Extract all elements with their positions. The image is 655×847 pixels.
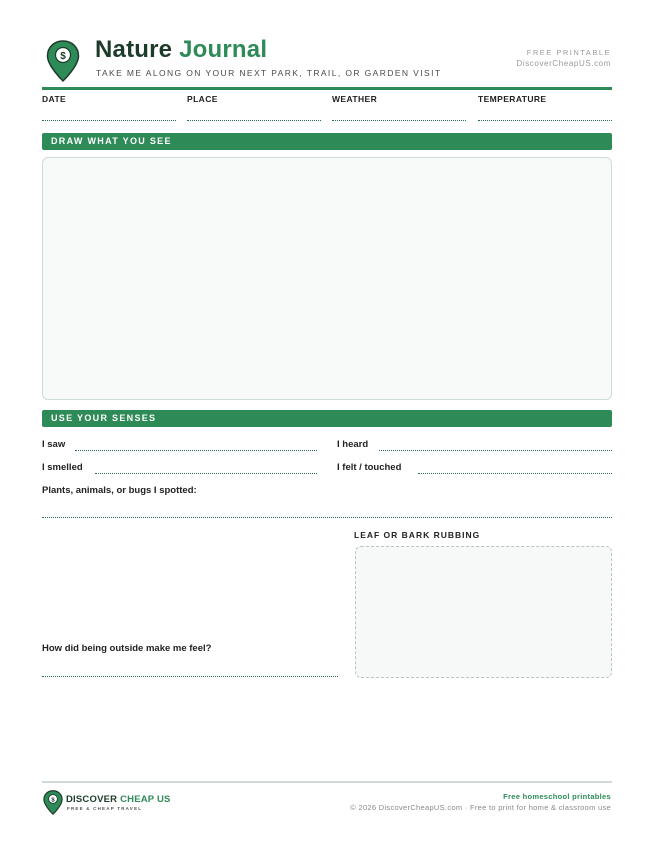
senses-section-header	[42, 410, 612, 427]
title-word-2: Journal	[179, 36, 268, 63]
leaf-rubbing-label: LEAF OR BARK RUBBING	[354, 530, 481, 540]
svg-text:$: $	[60, 51, 66, 62]
title-word-1: Nature	[95, 36, 173, 63]
spotted-label: Plants, animals, or bugs I spotted:	[42, 485, 197, 496]
feel-line[interactable]	[42, 676, 338, 677]
temperature-line[interactable]	[478, 120, 612, 121]
place-label: PLACE	[187, 94, 218, 104]
spotted-line[interactable]	[42, 517, 612, 518]
i-heard-line[interactable]	[379, 450, 612, 451]
i-smelled-line[interactable]	[95, 473, 317, 474]
date-label: DATE	[42, 94, 67, 104]
footer-logo-pin-icon	[43, 790, 63, 815]
place-line[interactable]	[187, 120, 321, 121]
draw-section-header	[42, 133, 612, 150]
weather-label: WEATHER	[332, 94, 378, 104]
footer-copyright: © 2026 DiscoverCheapUS.com · Free to print for home & classroom use	[350, 803, 611, 812]
svg-text:$: $	[51, 797, 55, 804]
footer-brand-word-1: DISCOVER	[66, 794, 118, 805]
senses-section-title: USE YOUR SENSES	[51, 413, 157, 423]
i-saw-line[interactable]	[75, 450, 317, 451]
draw-section-title: DRAW WHAT YOU SEE	[51, 136, 172, 146]
footer-brand-tagline: FREE & CHEAP TRAVEL	[67, 806, 143, 811]
free-printable-tag: FREE PRINTABLE	[526, 48, 611, 57]
footer-brand-word-2: CHEAP US	[120, 794, 171, 805]
footer-brand	[66, 794, 171, 805]
i-felt-line[interactable]	[418, 473, 612, 474]
logo-pin-icon	[46, 40, 80, 82]
site-url: DiscoverCheapUS.com	[516, 59, 611, 68]
page-title	[95, 36, 267, 64]
i-felt-label: I felt / touched	[337, 462, 402, 473]
i-smelled-label: I smelled	[42, 462, 83, 473]
leaf-rubbing-area[interactable]	[355, 546, 612, 678]
page-subtitle: TAKE ME ALONG ON YOUR NEXT PARK, TRAIL, OR GARDEN VISIT	[96, 68, 442, 78]
weather-line[interactable]	[332, 120, 466, 121]
footer-promo: Free homeschool printables	[503, 792, 611, 801]
header-divider	[42, 87, 612, 90]
footer-divider	[42, 781, 612, 783]
i-saw-label: I saw	[42, 439, 66, 450]
feel-label: How did being outside make me feel?	[42, 643, 212, 654]
i-heard-label: I heard	[337, 439, 369, 450]
drawing-area[interactable]	[42, 157, 612, 400]
date-line[interactable]	[42, 120, 176, 121]
temperature-label: TEMPERATURE	[478, 94, 547, 104]
